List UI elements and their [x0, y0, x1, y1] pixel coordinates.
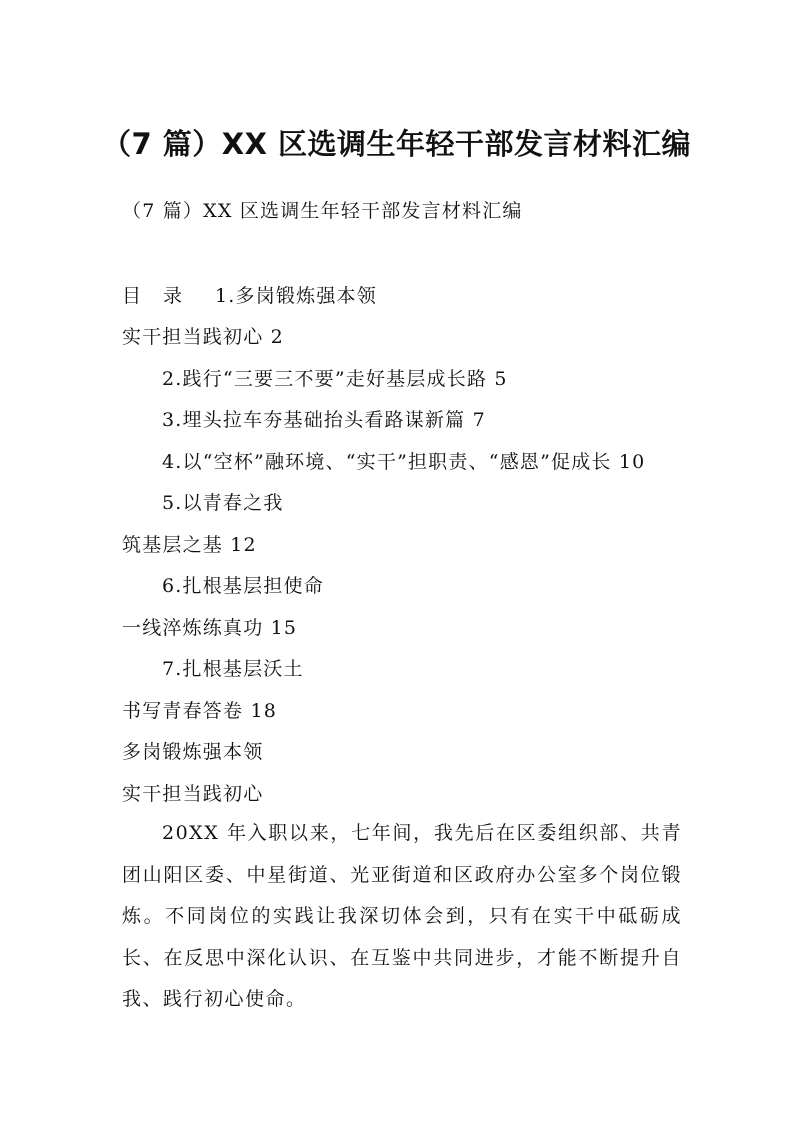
document-subtitle: （7 篇）XX 区选调生年轻干部发言材料汇编 [122, 200, 523, 222]
toc-item: 2.践行“三要三不要”走好基层成长路 5 [162, 368, 508, 390]
toc-label: 目 录 [122, 285, 191, 307]
toc-item: 3.埋头拉车夯基础抬头看路谋新篇 7 [162, 409, 486, 431]
body-paragraph: 20XX 年入职以来，七年间，我先后在区委组织部、共青团山阳区委、中星街道、光亚街道和区政府办公室多个岗位锻炼。不同岗位的实践让我深切体会到，只有在实干中砥砺成长、在反思中深化认识、在互鉴中共同进步，才能不断提升自我、践行初心使命。 [122, 822, 682, 1010]
toc-item: 4.以“空杯”融环境、“实干”担职责、“感恩”促成长 10 [162, 451, 646, 473]
toc-item: 5.以青春之我 [162, 492, 284, 514]
toc-item: 1.多岗锻炼强本领 [215, 285, 377, 307]
toc-item: 7.扎根基层沃土 [162, 658, 304, 680]
toc-item: 实干担当践初心 2 [122, 326, 284, 348]
toc-item: 筑基层之基 12 [122, 534, 257, 556]
toc-item: 6.扎根基层担使命 [162, 575, 324, 597]
section-heading: 实干担当践初心 [122, 783, 264, 805]
toc-item: 一线淬炼练真功 15 [122, 617, 298, 639]
toc-item: 书写青春答卷 18 [122, 700, 278, 722]
section-heading: 多岗锻炼强本领 [122, 741, 264, 763]
toc-row [122, 282, 377, 310]
document-title: （7 篇）XX 区选调生年轻干部发言材料汇编 [101, 127, 692, 161]
